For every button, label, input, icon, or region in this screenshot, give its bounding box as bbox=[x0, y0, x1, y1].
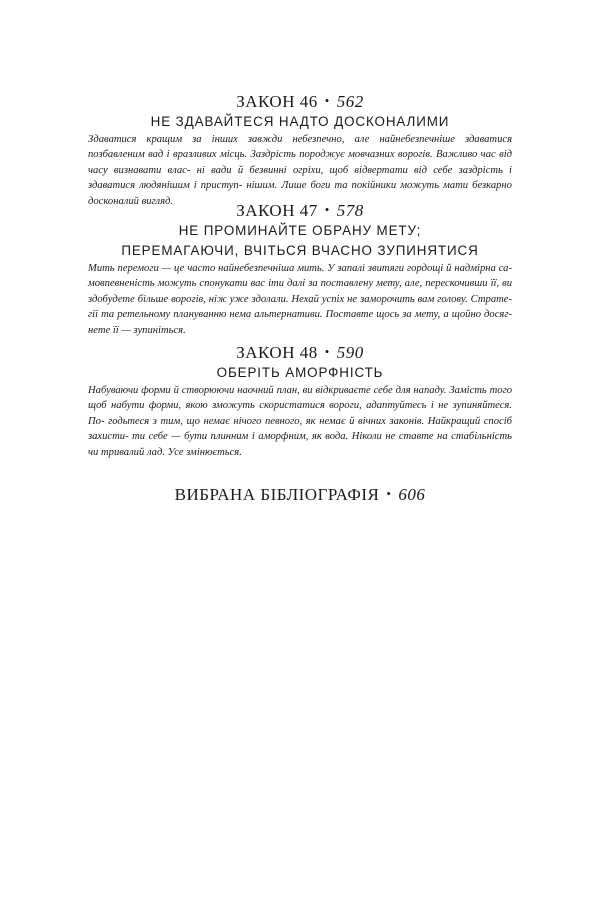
law-title-line-1: НЕ ПРОМИНАЙТЕ ОБРАНУ МЕТУ; bbox=[178, 223, 422, 238]
toc-entry-law-46 bbox=[88, 91, 512, 209]
summary-line: нішим. Лише боги та покійники можуть мати безкарно досконалий вигляд. bbox=[88, 180, 512, 207]
law-title-line-2: ПЕРЕМАГАЮЧИ, ВЧІТЬСЯ ВЧАСНО ЗУПИНЯТИСЯ bbox=[121, 243, 479, 258]
summary-line: щоб набути форми, якою зможуть скористатися вороги, адаптуйтесь і не зупиняйтеся. По- bbox=[88, 400, 512, 427]
law-heading bbox=[88, 200, 512, 221]
summary-line: годьтеся з тим, що немає нічого певного, як немає й вічних законів. Найкращий спосіб захисти- bbox=[88, 415, 512, 443]
toc-entry-law-48 bbox=[88, 342, 512, 460]
summary-line: Здаватися кращим за інших завжди небезпечно, але найнебезпечніше здаватися позбавленим вад bbox=[88, 134, 512, 161]
summary-line: ні вади й безвинні огріхи, щоб відвертати від себе заздрість і здаватися людянішим і приступ- bbox=[88, 164, 512, 192]
bullet-separator: • bbox=[324, 344, 330, 359]
bullet-separator: • bbox=[386, 486, 392, 501]
summary-line: Мить перемоги — це часто найнебезпечніша мить. У запалі звитяги гордощі й надмірна са- bbox=[88, 263, 512, 274]
page-number: 590 bbox=[336, 343, 364, 362]
law-title: ОБЕРІТЬ АМОРФНІСТЬ bbox=[216, 365, 384, 380]
summary-line: Набуваючи форми й створюючи наочний план, ви відкриваєте себе для нападу. Замість того bbox=[88, 385, 512, 396]
law-title: НЕ ЗДАВАЙТЕСЯ НАДТО ДОСКОНАЛИМИ bbox=[150, 114, 450, 129]
law-label: ЗАКОН 46 bbox=[236, 92, 318, 111]
law-summary bbox=[88, 383, 512, 460]
law-heading bbox=[88, 91, 512, 112]
summary-line: ти себе — бути плинним і аморфним, як вода. Ніколи не ставте на стабільність чи тривалий bbox=[88, 431, 512, 458]
summary-line: мовпевненість можуть спонукати вас іти далі за поставлену мету, але, перескочивши її, ви bbox=[88, 278, 512, 290]
page-number: 562 bbox=[336, 92, 364, 111]
bibliography-label: ВИБРАНА БІБЛІОГРАФІЯ bbox=[174, 485, 380, 504]
law-heading bbox=[88, 342, 512, 363]
law-label: ЗАКОН 48 bbox=[236, 343, 318, 362]
toc-entry-bibliography bbox=[88, 484, 512, 505]
bullet-separator: • bbox=[324, 202, 330, 217]
bibliography-heading bbox=[88, 484, 512, 505]
bullet-separator: • bbox=[324, 93, 330, 108]
page-number: 578 bbox=[336, 201, 364, 220]
toc-entry-law-47 bbox=[88, 200, 512, 338]
page-number: 606 bbox=[398, 485, 426, 504]
summary-line: і вразливих місць. Заздрість породжує мовчазних ворогів. Важливо час від часу визнавати влас- bbox=[88, 149, 512, 176]
summary-line: нете її — зупиніться. bbox=[88, 324, 186, 336]
law-label: ЗАКОН 47 bbox=[236, 201, 318, 220]
law-summary bbox=[88, 261, 512, 338]
law-summary bbox=[88, 132, 512, 209]
summary-line: гії та ретельному плануванню нема альтернативи. Поставте щось за мету, а щойно досяг- bbox=[88, 309, 512, 321]
summary-line: здобудете більше ворогів, ніж уже здолали. Нехай успіх не заморочить вам голову. Страте- bbox=[88, 293, 512, 305]
summary-line: лад. Усе змінюється. bbox=[146, 446, 242, 458]
